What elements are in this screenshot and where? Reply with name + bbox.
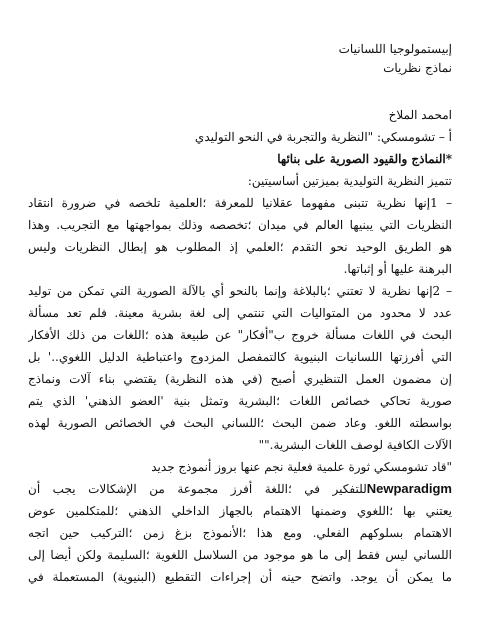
text-segment: للتفكير في ؛اللغة أفرز مجموعة من الإشكالات يجب أن <box>28 482 367 496</box>
text-line: الاهتمام بسلوكهم الفعلي. ومع هذا ؛الأنموذج بزغ زمن ؛التركيب حين اتجه <box>28 526 452 540</box>
text-line: بواسطته اللغو. وعاد ضمن البحث ؛اللساني البحث في الخصائص الصورية لهذه <box>28 416 452 430</box>
text-line: التي أفرزتها اللسانيات البنيوية كالتمفصل المزدوج واعتباطية الدليل اللغوي..' بل <box>28 350 452 364</box>
document-subtitle: نماذج نظريات <box>383 61 452 75</box>
text-line: صورية تحاكي خصائص اللغات ؛البشرية وتمثل بنية 'العضو الذهني' الذي يتم <box>28 394 452 408</box>
text-line: هو الطريق الوحيد نحو التقدم ؛العلمي إذ المطلوب هو إبطال النظريات وليس <box>28 240 452 254</box>
subheading: *النماذج والقيود الصورية على بنائها <box>277 152 452 166</box>
paradigm-term: Newparadigm <box>366 481 452 496</box>
text-line: – 2إنها نظرية لا تعتني ؛بالبلاغة وإنما بالنحو أي بالآلة الصورية التي تمكن من توليد <box>28 284 452 298</box>
text-line: البحث في اللغات مسألة خروج ب"أفكار" عن طبيعة هذه ؛اللغات من ذلك الأفكار <box>28 328 452 342</box>
text-line: الآلات الكافية لوصف اللغات البشرية."" <box>258 438 452 452</box>
text-line: – 1إنها نظرية تتبنى مفهوما عقلانيا للمعرفة ؛العلمية تلخصه في ضرورة انتقاد <box>28 196 452 210</box>
paragraph-3 <box>28 478 452 588</box>
document-title: إبيستمولوجيا اللسانيات <box>338 42 452 56</box>
text-line <box>28 478 452 500</box>
paragraph-2 <box>28 280 452 456</box>
section-heading: أ – تشومسكي: "النظرية والتجربة في النحو التوليدي <box>194 130 452 144</box>
quote-line: "قاد تشومسكي ثورة علمية فعلية نجم عنها بروز أنموذج جديد <box>151 460 452 474</box>
text-line: إن مضمون العمل التنظيري أصبح (في هذه النظرية) يقتضي بناء آلات ونماذج <box>28 372 452 386</box>
text-line: ما يمكن أن يوجد. واتضح حينه أن إجراءات التقطيع (البنيوية) المستعملة في <box>28 570 452 584</box>
text-line: النظريات التي يبنيها العالم في ميدان ؛تخصصه وذلك بمواجهتها مع التجريب. وهذا <box>28 218 452 232</box>
text-line: يعتني بها ؛اللغوي وضمنها الاهتمام بالجهاز الداخلي الذهني ؛للمتكلمين عوض <box>28 504 452 518</box>
author-name: امحمد الملاخ <box>388 108 452 122</box>
text-line: اللساني ليس فقط إلى ما هو موجود من السلاسل اللغوية ؛السليمة ولكن أيضا إلى <box>28 548 452 562</box>
text-line: البرهنة عليها أو إثباتها. <box>343 262 452 276</box>
intro-line: تتميز النظرية التوليدية بميزتين أساسيتين: <box>247 174 452 188</box>
text-line: عدد لا محدود من المتواليات التي تنتمي إلى لغة بشرية معينة. فلم تعد مسألة <box>28 306 452 320</box>
paragraph-1 <box>28 192 452 280</box>
